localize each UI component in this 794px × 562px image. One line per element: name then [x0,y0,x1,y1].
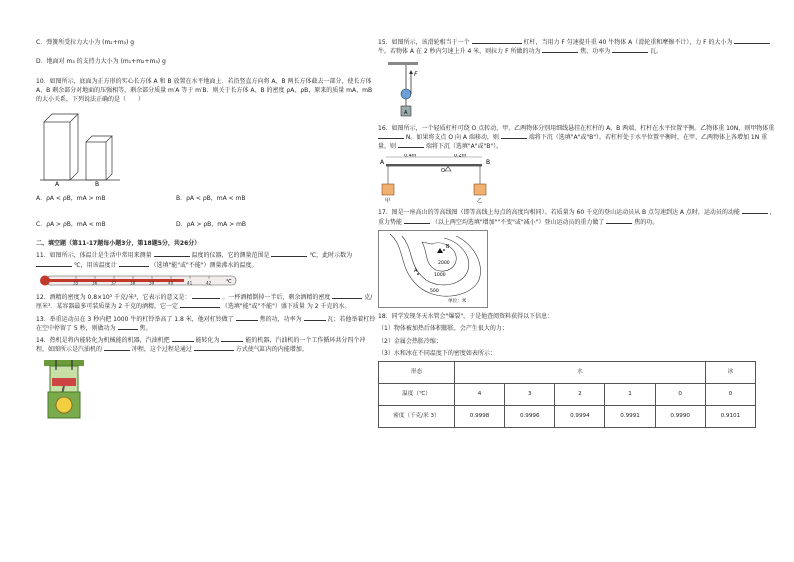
fulcrum [445,167,451,172]
table-row [379,384,756,406]
engine-head [44,360,84,366]
q15-blank-3[interactable] [542,47,578,53]
table-cell: 0.9996 [505,406,555,428]
q11-blank-4[interactable] [119,261,149,267]
thermometer-tick-label: 40 [168,280,174,286]
table-row [379,406,756,428]
q14-blank-2[interactable] [221,336,243,342]
q18-item-1: （1）物体被加热后体积膨胀，会产生很大的力； [378,325,508,333]
q9-option-d: D．地面对 m₃ 的支持力大小为 (m₁+m₂+m₃) g [36,58,166,66]
table-cell: 2 [555,384,605,406]
q13-text: 13．举重运动员在 3 秒内把 1000 牛的杠铃举高了 1.8 米，他对杠铃做了 焦的功，功率为 瓦；若他举着杠铃在空中停留了 5 秒，则做功为 焦。 [36,315,376,332]
table-cell: 0.9994 [555,406,605,428]
pulley-figure [388,62,428,120]
q11-blank-2[interactable] [271,251,307,257]
contour-map [378,230,488,308]
table-cell: 0.9991 [605,406,655,428]
header-ice: 冰 [705,362,755,384]
contour-label-500: 500 [430,289,439,295]
object-jia [382,184,394,195]
lever-b-label: B [486,159,491,167]
thermometer [36,273,246,289]
contour-label-2000: 2000 [438,261,450,267]
ceiling [388,62,418,65]
q15-blank-1[interactable] [472,38,522,44]
q11-blank-3[interactable] [36,261,72,267]
q13-blank-2[interactable] [304,315,326,321]
q12-blank-3[interactable] [180,302,220,308]
q11-blank-1[interactable] [154,251,190,257]
q10-options [36,194,376,229]
q12-blank-1[interactable] [192,293,220,299]
pulley-wheel [401,89,411,99]
box-a-side [70,114,78,180]
left-column [36,38,376,420]
label-b: B [95,181,100,187]
thermometer-unit: ℃ [226,278,232,285]
q17-text: 17．图是一座高山的等高线图（即等高线上每点的高度均相同）。若质量为 60 千克的登山运动员从 B 点匀速到达 A 点时，运动员的动能 ，重力势能 （以上两空均选填"增加""不变"或"减小"）登山运动员的重力做了 焦的功。 [378,209,776,226]
lever-a-label: A [380,159,385,167]
q9-option-c: C．弹簧所受拉力大小为 (m₂+m₃) g [36,39,135,46]
q17-blank-3[interactable] [606,218,632,224]
q15-blank-2[interactable] [734,38,770,44]
lever-distance-2: 0.2m [454,154,467,159]
q11-text: 11．如图所示，体温计是生活中常用来测量 温度的仪器，它的测量范围是 ℃，此时示数为 ℃，用该温度计 （选填"能"或"不能"）测量沸水的温度。 [36,252,353,269]
fulcrum-label: O [441,168,445,175]
header-water: 水 [455,362,706,384]
table-cell: 4 [455,384,505,406]
jia-label: 甲 [385,198,391,205]
q15-block [378,38,778,60]
box-b-front [86,142,106,180]
header-state: 形态 [379,362,455,384]
q13-blank-1[interactable] [236,315,258,321]
box-b-top [86,136,112,142]
box-b-side [106,136,112,180]
q10-option-c[interactable]: C．ρA > ρB，mA < mB [36,220,106,228]
q17-blank-1[interactable] [742,208,768,214]
thermometer-tick-label: 37 [111,280,117,286]
q12-blank-2[interactable] [332,293,362,299]
q17-blank-2[interactable] [404,218,430,224]
table-cell: 1 [605,384,655,406]
lever-distance-1: 0.4m [404,154,417,159]
thermometer-tick-label: 36 [92,280,98,286]
q15-text: 15．如图所示，该滑轮相当于一个 杠杆，当用力 F 匀速提升重 40 牛物体 A（滑轮重和摩擦不计），力 F 的大小为 牛。若物体 A 在 2 秒内匀速上升 4 米，则拉力 F 所做的功为 焦，功率为 瓦。 [378,38,778,57]
crankshaft [56,397,72,413]
q10-text: 10．如图所示，底面为正方形的实心长方体 A 和 B 放置在水平地面上．若沿竖直方向将 A、B 两长方体截去一部分，使长方体 A、B 剩余部分对地面的压强相等，剩余部分质量 m′A 等于 m′B．则关于长方体 A、B 的密度 ρA、ρB，原来的质量 mA、mB 的大小关系，下列说法正确的是（ ） [36,77,373,104]
q16-blank-1[interactable] [378,133,404,139]
lever-figure [378,154,508,204]
q14-blank-1[interactable] [172,336,194,342]
box-a-top [44,114,78,122]
q14-blank-3[interactable] [104,345,130,351]
contour-label-1000: 1000 [434,273,446,279]
row-label-density: 密度（千克/米 3） [379,406,455,428]
thermometer-tick-label: 42 [206,280,212,286]
q13-blank-3[interactable] [118,324,138,330]
q10-option-b[interactable]: B．ρA < ρB，mA < mB [176,195,246,203]
table-cell: 0.9998 [455,406,505,428]
table-cell: 0.9990 [655,406,705,428]
object-a-label: A [404,109,408,116]
section-title: 二、填空题（第11-17题每小题3分，第18题5分，共26分） [36,240,201,248]
table-cell: 0 [655,384,705,406]
q10-figure [40,108,160,186]
q18-item-2: （2）金属会热胀冷缩； [378,337,442,345]
table-cell: 3 [505,384,555,406]
box-a-front [44,122,70,180]
yi-label: 乙 [477,198,483,205]
q18-text: 18．同学发现冬天水管会"爆裂"，于是他查阅资料获得以下信息： [378,313,554,321]
q16-blank-3[interactable] [398,142,424,148]
engine-piston [52,378,76,386]
q14-text: 14．热机是将内能转化为机械能的机器，汽油机把 能转化为 能的机器，汽油机的一个工作循环共分四个冲程，如图所示是汽油机的 冲程，这个过程是通过 方式使气缸内的内能增加。 [36,337,366,354]
force-label: F [414,70,418,78]
thermometer-tick-label: 35 [73,280,79,286]
table-cell: 0.9101 [705,406,755,428]
q10-option-d[interactable]: D．ρA > ρB，mA > mB [176,220,247,228]
lever-bar [386,164,482,166]
thermometer-tick-label: 39 [149,280,155,286]
table-cell: 0 [705,384,755,406]
q12-text: 12．酒精的密度为 0.8×10³ 千克/米³，它表示的意义是： 。一杯酒精倒掉一半后，剩余酒精的密度 克/厘米³．某容器最多可装质量为 2 千克的酒精，它一定 （选填"能"或"不能"）盛下质量 为 2 千克的水。 [36,293,373,311]
object-yi [474,184,486,195]
q16-blank-2[interactable] [501,133,527,139]
row-label-temp: 温度（℃） [379,384,455,406]
map-unit: 单位：米 [448,299,467,305]
thermometer-tick-label: 38 [130,280,136,286]
point-a-label: A [414,268,418,275]
density-table [378,361,756,428]
q16-text: 16．如图所示，一个轻质杠杆可绕 O 点转动，甲、乙两物体分别用细线悬挂在杠杆的 A、B 两端，杠杆在水平位置平衡。乙物体重 10N，则甲物体重 N。如果将支点 O 向 A 端移动，则 端将下沉（选填"A"或"B"）。若杠杆处于水平位置平衡时，在甲、乙两物体上各增加 1N 重量，则 端将下沉（选填"A"或"B"）。 [378,124,775,151]
thermometer-tick-label: 41 [187,280,193,286]
point-b-label: B [446,244,450,251]
engine-figure [42,358,86,420]
right-column [378,38,778,428]
q14-blank-4[interactable] [194,345,234,351]
q18-item-3: （3）水和冰在不同温度下的密度如表所示： [378,349,496,357]
q10-option-a[interactable]: A．ρA < ρB，mA > mB [36,195,106,203]
q15-blank-4[interactable] [612,47,648,53]
label-a: A [55,181,60,187]
table-row [379,362,756,384]
